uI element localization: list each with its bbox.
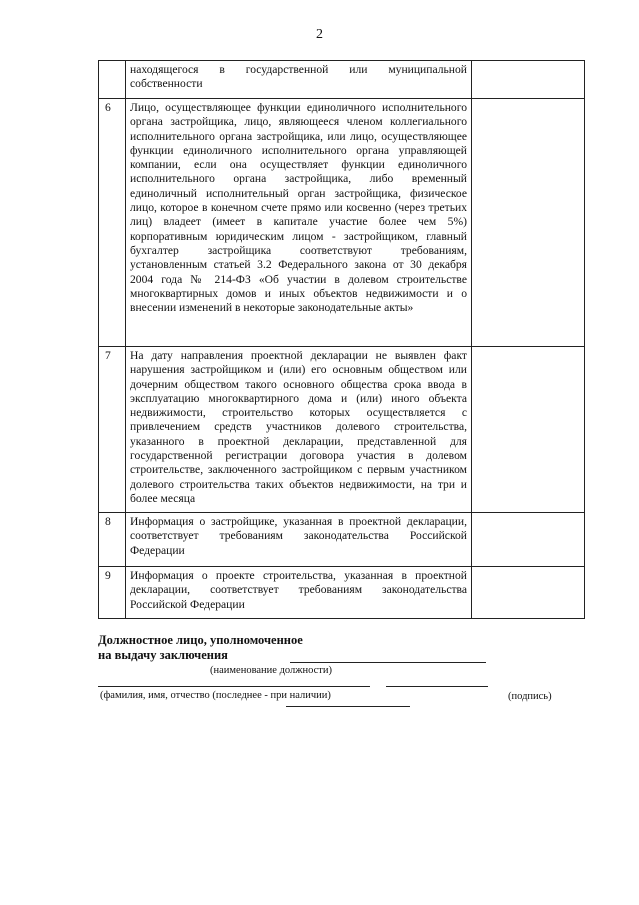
row-number xyxy=(99,61,126,99)
row-text: Информация о застройщике, указанная в проектной декларации, соответствует требованиям законодательства Российской Федерации xyxy=(126,513,472,567)
name-caption: (фамилия, имя, отчество (последнее - при наличии) xyxy=(100,690,331,701)
name-line xyxy=(98,686,370,687)
row-text: На дату направления проектной декларации не выявлен факт нарушения застройщиком и (или) его основным обществом или дочерним обществом такого основного общества срока ввода в эксплуатацию многоквартирного дома и (или) иного объекта недвижимости, строительство которых осуществляется с привлечением средств участников долевого строительства, указанного в проектной декларации, представленной для государственной регистрации договора участия в долевом строительстве, заключенного застройщиком с первым участником долевого строительства таких объектов недвижимости, на три и более месяца xyxy=(126,347,472,513)
row-mark-cell xyxy=(472,61,585,99)
position-line xyxy=(290,662,486,663)
extra-line xyxy=(286,706,410,707)
row-text: Информация о проекте строительства, указанная в проектной декларации, соответствует требованиям законодательства Российской Федерации xyxy=(126,567,472,619)
position-caption: (наименование должности) xyxy=(210,665,333,676)
checklist-table xyxy=(98,60,585,619)
row-text: Лицо, осуществляющее функции единоличного исполнительного органа застройщика, лицо, являющееся членом коллегиального исполнительного органа застройщика, или лицо, осуществляющее функции единоличного исполнительного органа управляющей компании, если она осуществляет функции единоличного исполнительного органа застройщика, либо временный единоличный исполнительный орган застройщика, физическое лицо, которое в конечном счете прямо или косвенно (через третьих лиц) владеет (имеет в капитале участие более чем 5%) корпоративным юридическим лицом - застройщиком, главный бухгалтер застройщика соответствуют требованиям, установленным статьей 3.2 Федерального закона от 30 декабря 2004 года № 214-ФЗ «Об участии в долевом строительстве многоквартирных домов и иных объектов недвижимости и о внесении изменений в некоторые законодательные акты» xyxy=(126,99,472,347)
table-row xyxy=(99,99,585,347)
row-number: 9 xyxy=(99,567,126,619)
table-row xyxy=(99,567,585,619)
signature-block xyxy=(98,633,558,712)
row-number: 8 xyxy=(99,513,126,567)
signature-line xyxy=(386,686,488,687)
row-text: находящегося в государственной или муниципальной собственности xyxy=(126,61,472,99)
official-title-line2: на выдачу заключения xyxy=(98,648,228,662)
table-row xyxy=(99,347,585,513)
row-mark-cell xyxy=(472,513,585,567)
table-row xyxy=(99,61,585,99)
page-number: 2 xyxy=(316,27,323,42)
row-number: 7 xyxy=(99,347,126,513)
sign-caption: (подпись) xyxy=(508,691,552,702)
table-row xyxy=(99,513,585,567)
row-mark-cell xyxy=(472,347,585,513)
row-mark-cell xyxy=(472,99,585,347)
row-number: 6 xyxy=(99,99,126,347)
official-title-line1: Должностное лицо, уполномоченное xyxy=(98,633,303,647)
row-mark-cell xyxy=(472,567,585,619)
